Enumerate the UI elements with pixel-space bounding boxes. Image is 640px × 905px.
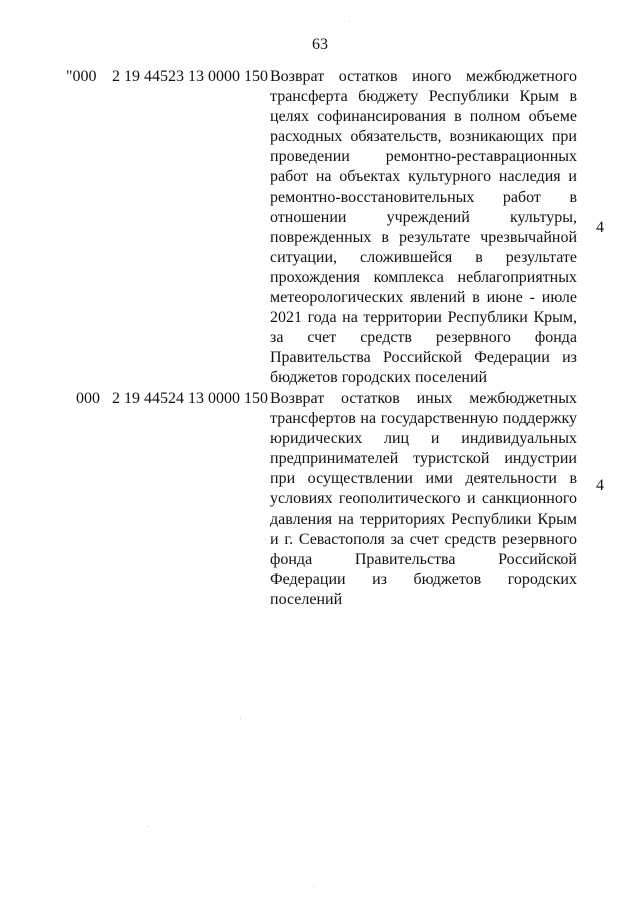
scan-speck xyxy=(349,21,350,22)
row-amount: 4 xyxy=(596,477,604,494)
scan-speck xyxy=(240,718,241,719)
budget-classification-code: 2 19 44524 13 0000 150 xyxy=(112,390,268,407)
page-number: 63 xyxy=(312,36,328,53)
row-description: Возврат остатков иных межбюджетных трансфертов на государственную поддержку юридических лиц и индивидуальных предпринимателей туристской индустрии при осуществлении ими деятельности в условиях геополитического и санкционного давления на территориях Республики Крым и г. Севастополя за счет средств резервного фонда Правительства Российской Федерации из бюджетов городских поселений xyxy=(270,390,577,608)
admin-code: "000 xyxy=(66,68,97,85)
admin-code: 000 xyxy=(76,390,100,407)
budget-classification-code: 2 19 44523 13 0000 150 xyxy=(112,68,268,85)
row-description: Возврат остатков иного межбюджетного трансферта бюджету Республики Крым в целях софинансирования в полном объеме расходных обязательств, возникающих при проведении ремонтно-реставрационных работ на объектах культурного наследия и ремонтно-восстановительных работ в отношении учреждений культуры, поврежденных в результате чрезвычайной ситуации, сложившейся в результате прохождения комплекса неблагоприятных метеорологических явлений в июне - июле 2021 года на территории Республики Крым, за счет средств резервного фонда Правительства Российской Федерации из бюджетов городских поселений xyxy=(270,68,577,387)
scan-speck xyxy=(148,826,149,827)
row-amount: 4 xyxy=(596,219,604,236)
scan-speck xyxy=(313,886,314,887)
